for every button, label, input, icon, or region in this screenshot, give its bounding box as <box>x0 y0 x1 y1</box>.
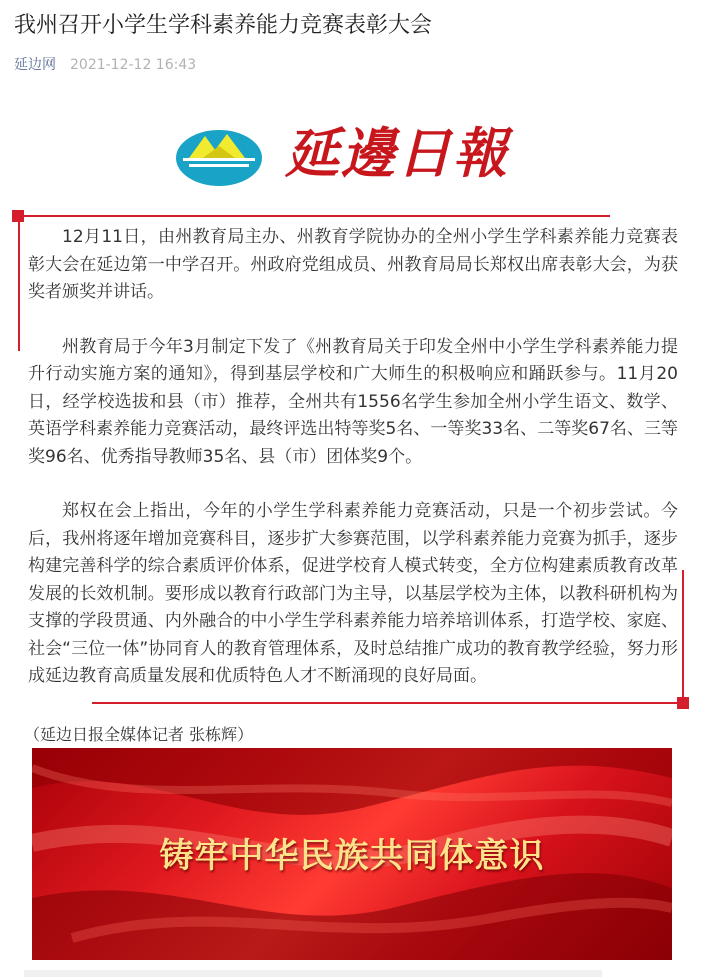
publish-date: 2021-12-12 16:43 <box>70 57 197 73</box>
slogan-banner <box>32 748 672 960</box>
frame-bottom-line <box>92 702 684 704</box>
masthead <box>175 120 530 190</box>
frame-right-line <box>682 570 684 704</box>
article-meta <box>14 55 196 75</box>
frame-left-line <box>18 215 20 351</box>
article-body <box>28 224 678 718</box>
bottom-divider <box>24 970 602 977</box>
frame-top-line <box>18 215 610 217</box>
article-title: 我州召开小学生学科素养能力竞赛表彰大会 <box>14 13 433 38</box>
paragraph-1: 12月11日，由州教育局主办、州教育学院协办的全州小学生学科素养能力竞赛表彰大会在延边第一中学召开。州政府党组成员、州教育局局长郑权出席表彰大会，为获奖者颁奖并讲话。 <box>28 227 678 302</box>
banner-slogan: 铸牢中华民族共同体意识 <box>159 836 545 876</box>
yanbian-daily-logo-icon <box>175 128 265 188</box>
source-link[interactable]: 延边网 <box>14 57 56 73</box>
paragraph-2: 州教育局于今年3月制定下发了《州教育局关于印发全州中小学生学科素养能力提升行动实施方案的通知》，得到基层学校和广大师生的积极响应和踊跃参与。11月20日，经学校选拔和县（市）推荐，全州共有1556名学生参加全州小学生语文、数学、英语学科素养能力竞赛活动，最终评选出特等奖5名、一等奖33名、二等奖67名、三等奖96名、优秀指导教师35名、县（市）团体奖9个。 <box>28 336 678 467</box>
paragraph-3: 郑权在会上指出，今年的小学生学科素养能力竞赛活动，只是一个初步尝试。今后，我州将逐年增加竞赛科目，逐步扩大参赛范围，以学科素养能力竞赛为抓手，逐步构建完善科学的综合素质评价体系，促进学校育人模式转变，全方位构建素质教育改革发展的长效机制。要形成以教育行政部门为主导，以基层学校为主体，以教科研机构为支撑的学段贯通、内外融合的中小学生学科素养能力培养培训体系，打造学校、家庭、社会“三位一体”协同育人的教育管理体系，及时总结推广成功的教育教学经验，努力形成延边教育高质量发展和优质特色人才不断涌现的良好局面。 <box>28 501 678 686</box>
masthead-name: 延邊日報 <box>285 121 509 185</box>
frame-corner-top-left <box>12 210 24 222</box>
frame-corner-bottom-right <box>677 697 689 709</box>
reporter-credit: （延边日报全媒体记者 张栋辉） <box>24 725 254 744</box>
